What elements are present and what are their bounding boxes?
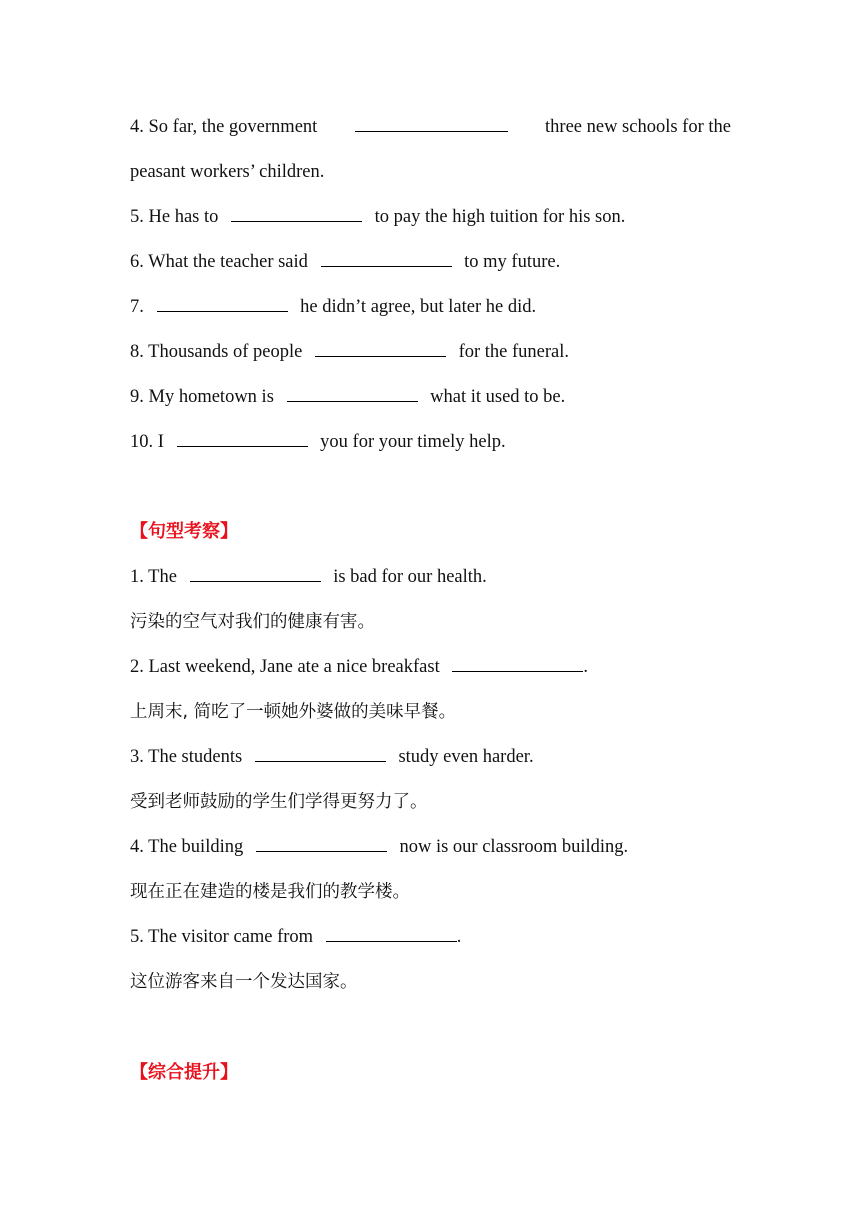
item-text: 5. The visitor came from — [130, 927, 314, 947]
sentence-item-4 — [130, 835, 628, 859]
vocab-item-6 — [130, 250, 560, 274]
item-text: now is our classroom building. — [399, 837, 629, 857]
answer-blank[interactable] — [355, 115, 508, 132]
item-text: 2. Last weekend, Jane ate a nice breakfast — [130, 657, 440, 677]
item-text: three new schools for the — [545, 117, 731, 137]
item-text: 8. Thousands of people — [130, 342, 303, 362]
item-text: what it used to be. — [430, 387, 566, 407]
answer-blank[interactable] — [452, 655, 583, 672]
sentence-item-3-translation: 受到老师鼓励的学生们学得更努力了。 — [130, 792, 428, 812]
sentence-item-1-translation: 污染的空气对我们的健康有害。 — [130, 612, 375, 632]
answer-blank[interactable] — [326, 925, 457, 942]
item-text: . — [456, 927, 462, 947]
item-text: . — [583, 657, 588, 677]
vocab-item-4 — [130, 115, 731, 139]
item-text: 6. What the teacher said — [130, 252, 308, 272]
answer-blank[interactable] — [321, 250, 452, 267]
vocab-item-9 — [130, 385, 565, 409]
vocab-item-5 — [130, 205, 625, 229]
vocab-item-7 — [130, 295, 536, 319]
answer-blank[interactable] — [231, 205, 362, 222]
item-text: to my future. — [464, 252, 561, 272]
sentence-item-2 — [130, 655, 588, 679]
answer-blank[interactable] — [256, 835, 387, 852]
answer-blank[interactable] — [255, 745, 386, 762]
item-text: you for your timely help. — [320, 432, 506, 452]
vocab-item-10 — [130, 430, 506, 454]
item-text: 9. My hometown is — [130, 387, 274, 407]
sentence-item-3 — [130, 745, 534, 769]
sentence-item-2-translation: 上周末, 简吃了一顿她外婆做的美味早餐。 — [130, 702, 457, 722]
vocab-item-8 — [130, 340, 569, 364]
answer-blank[interactable] — [287, 385, 418, 402]
answer-blank[interactable] — [315, 340, 446, 357]
vocab-item-4-cont: peasant workers’ children. — [130, 162, 325, 182]
item-text: study even harder. — [398, 747, 534, 767]
item-text: he didn’t agree, but later he did. — [300, 297, 537, 317]
item-text: to pay the high tuition for his son. — [374, 207, 626, 227]
item-text: is bad for our health. — [333, 567, 487, 587]
answer-blank[interactable] — [190, 565, 321, 582]
item-text: 7. — [130, 297, 144, 317]
item-text: 4. So far, the government — [130, 117, 318, 137]
section-heading-comprehensive: 【综合提升】 — [130, 1062, 238, 1083]
sentence-item-5-translation: 这位游客来自一个发达国家。 — [130, 972, 358, 992]
item-text: 10. I — [130, 432, 164, 452]
section-heading-sentence: 【句型考察】 — [130, 521, 238, 542]
sentence-item-1 — [130, 565, 487, 589]
sentence-item-4-translation: 现在正在建造的楼是我们的教学楼。 — [130, 882, 410, 902]
answer-blank[interactable] — [157, 295, 288, 312]
item-text: 3. The students — [130, 747, 243, 767]
item-text: for the funeral. — [458, 342, 569, 362]
item-text: 4. The building — [130, 837, 244, 857]
item-text: 5. He has to — [130, 207, 219, 227]
sentence-item-5 — [130, 925, 461, 949]
item-text: 1. The — [130, 567, 177, 587]
answer-blank[interactable] — [177, 430, 308, 447]
